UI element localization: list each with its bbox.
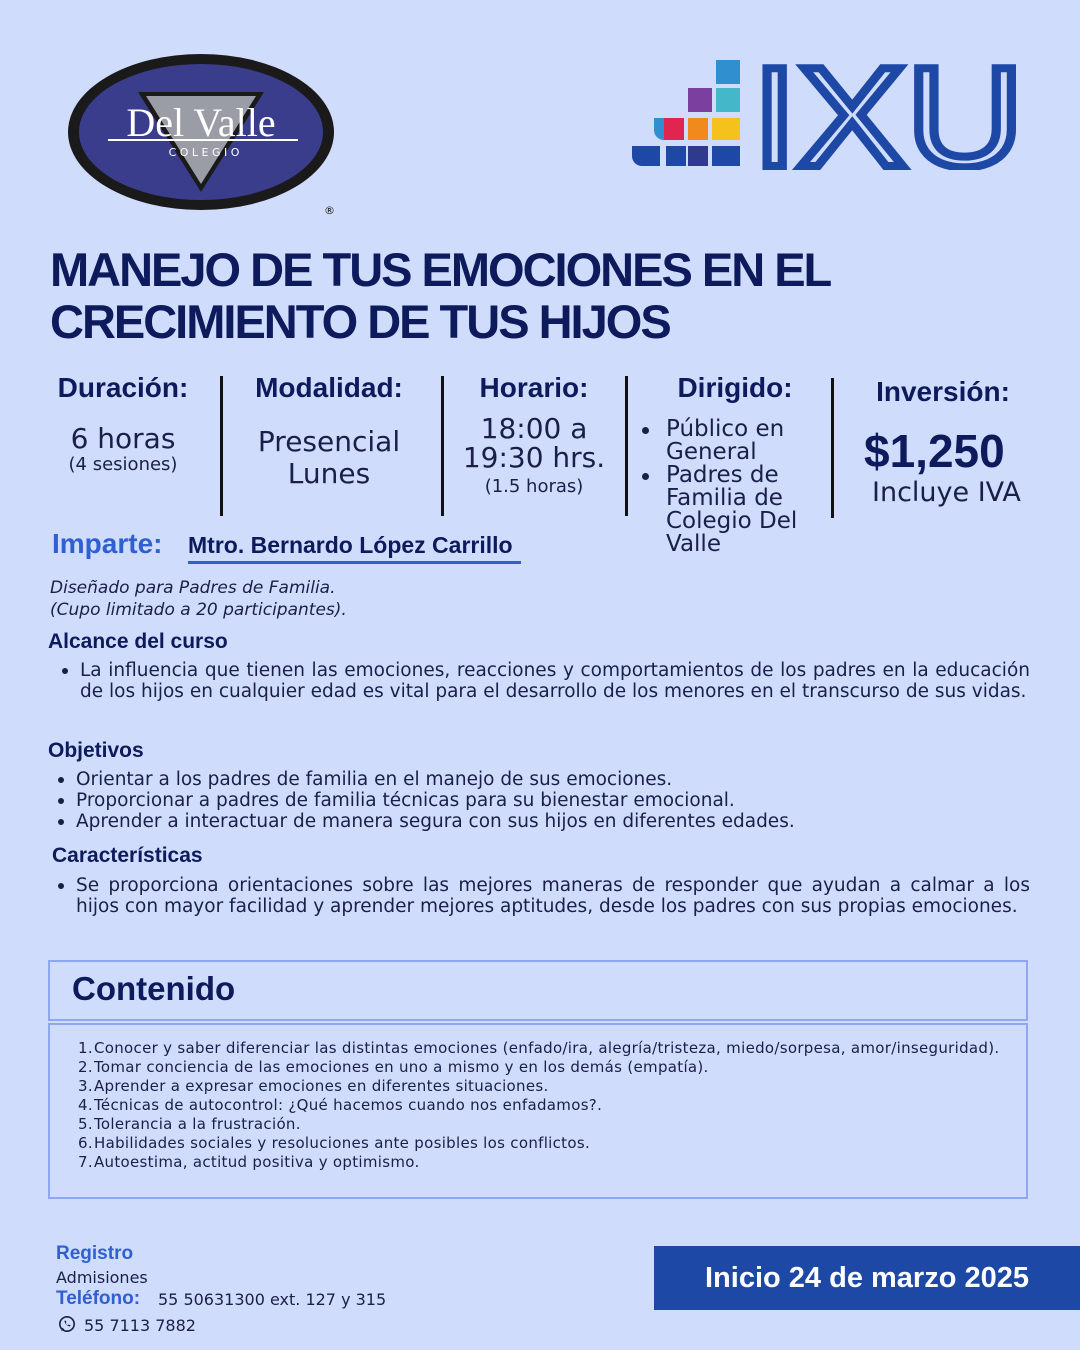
telefono-label: Teléfono: [56,1288,141,1309]
list-item: Aprender a interactuar de manera segura con sus hijos en diferentes edades. [52,811,1030,832]
instructor-name: Mtro. Bernardo López Carrillo [188,532,521,564]
modalidad-label: Modalidad: [255,372,403,403]
ixu-logo-text: IXU [752,58,1024,170]
list-item: 2. Tomar conciencia de las emociones en uno a mismo y en los demás (empatía). [78,1058,709,1076]
title-line-2: CRECIMIENTO DE TUS HIJOS [50,295,670,348]
intro-note [50,577,347,621]
whatsapp-number[interactable]: 55 7113 7882 [84,1316,196,1335]
inversion-column [858,376,1028,508]
list-item: 1. Conocer y saber diferenciar las distintas emociones (enfado/ira, alegría/tristeza, miedo/sorpesa, amor/inseguridad). [78,1039,1000,1057]
list-item: 4. Técnicas de autocontrol: ¿Qué hacemos cuando nos enfadamos?. [78,1096,603,1114]
column-divider [220,376,223,516]
list-item: Proporcionar a padres de familia técnicas para su bienestar emocional. [52,790,1030,811]
contenido-heading: Contenido [72,970,236,1007]
duracion-label: Duración: [57,372,189,403]
modalidad-value-2: Lunes [287,457,371,490]
contenido-header-box [48,960,1028,1021]
horario-value-2: 19:30 hrs. [462,441,606,474]
registered-mark: ® [324,204,335,217]
del-valle-logo-subtext: C O L E G I O [168,146,240,159]
price: $1,250 [864,425,1005,477]
dirigido-label: Dirigido: [677,372,793,403]
price-note: Incluye IVA [872,477,1021,508]
ixu-mosaic-icon [632,60,740,166]
objetivos-list [48,769,1030,832]
telefono-value[interactable]: 55 50631300 ext. 127 y 315 [158,1290,387,1309]
contenido-box [48,1023,1028,1199]
list-item: Padres de Familia de Colegio Del Valle [640,464,820,556]
imparte-label: Imparte: [52,528,163,559]
alcance-section [48,630,1030,702]
dirigido-column [640,372,820,556]
list-item: 5. Tolerancia a la frustración. [78,1115,301,1133]
horario-value-1: 18:00 a [480,412,588,445]
objetivos-heading: Objetivos [48,739,144,762]
intro-line-1: Diseñado para Padres de Familia. [50,578,336,598]
modalidad-value-1: Presencial [257,425,401,458]
column-divider [831,378,834,518]
horario-label: Horario: [479,372,589,403]
column-divider [625,376,628,516]
intro-line-2: (Cupo limitado a 20 participantes). [50,600,347,620]
caracteristicas-list [52,875,1030,917]
title-line-1: MANEJO DE TUS EMOCIONES EN EL [50,243,831,296]
list-item: 6. Habilidades sociales y resoluciones ante posibles los conflictos. [78,1134,591,1152]
list-item: Orientar a los padres de familia en el manejo de sus emociones. [52,769,1030,790]
horario-column [462,372,606,497]
duracion-value: 6 horas [70,422,176,455]
start-date-banner: Inicio 24 de marzo 2025 [654,1246,1080,1310]
duracion-sub: (4 sesiones) [68,454,178,475]
objetivos-section [48,739,1030,832]
admisiones-label: Admisiones [56,1268,148,1287]
ixu-logo [632,58,1032,170]
del-valle-logo [66,52,338,218]
column-divider [441,376,444,516]
caracteristicas-section [52,844,1030,917]
inversion-label: Inversión: [876,376,1010,407]
alcance-heading: Alcance del curso [48,630,228,653]
registro-label: Registro [56,1243,134,1264]
dirigido-list [640,418,820,556]
list-item: 3. Aprender a expresar emociones en diferentes situaciones. [78,1077,549,1095]
duracion-column [50,372,196,475]
whatsapp-icon [58,1315,76,1333]
page-title [50,244,950,348]
list-item: La influencia que tienen las emociones, reacciones y comportamientos de los padres en la educación de los hijos en cualquier edad es vital para el desarrollo de los menores en el transcurso de sus vidas. [56,660,1030,702]
list-item: Público en General [640,418,820,464]
contenido-list [68,1039,1008,1172]
modalidad-column [244,372,414,490]
alcance-list [48,660,1030,702]
caracteristicas-heading: Características [52,844,203,867]
horario-sub: (1.5 horas) [484,476,584,497]
list-item: 7. Autoestima, actitud positiva y optimismo. [78,1153,420,1171]
list-item: Se proporciona orientaciones sobre las mejores maneras de responder que ayudan a calmar a los hijos con mayor facilidad y aprender mejores aptitudes, desde los padres con sus propias emociones. [52,875,1030,917]
del-valle-logo-text: Del Valle [126,100,276,145]
